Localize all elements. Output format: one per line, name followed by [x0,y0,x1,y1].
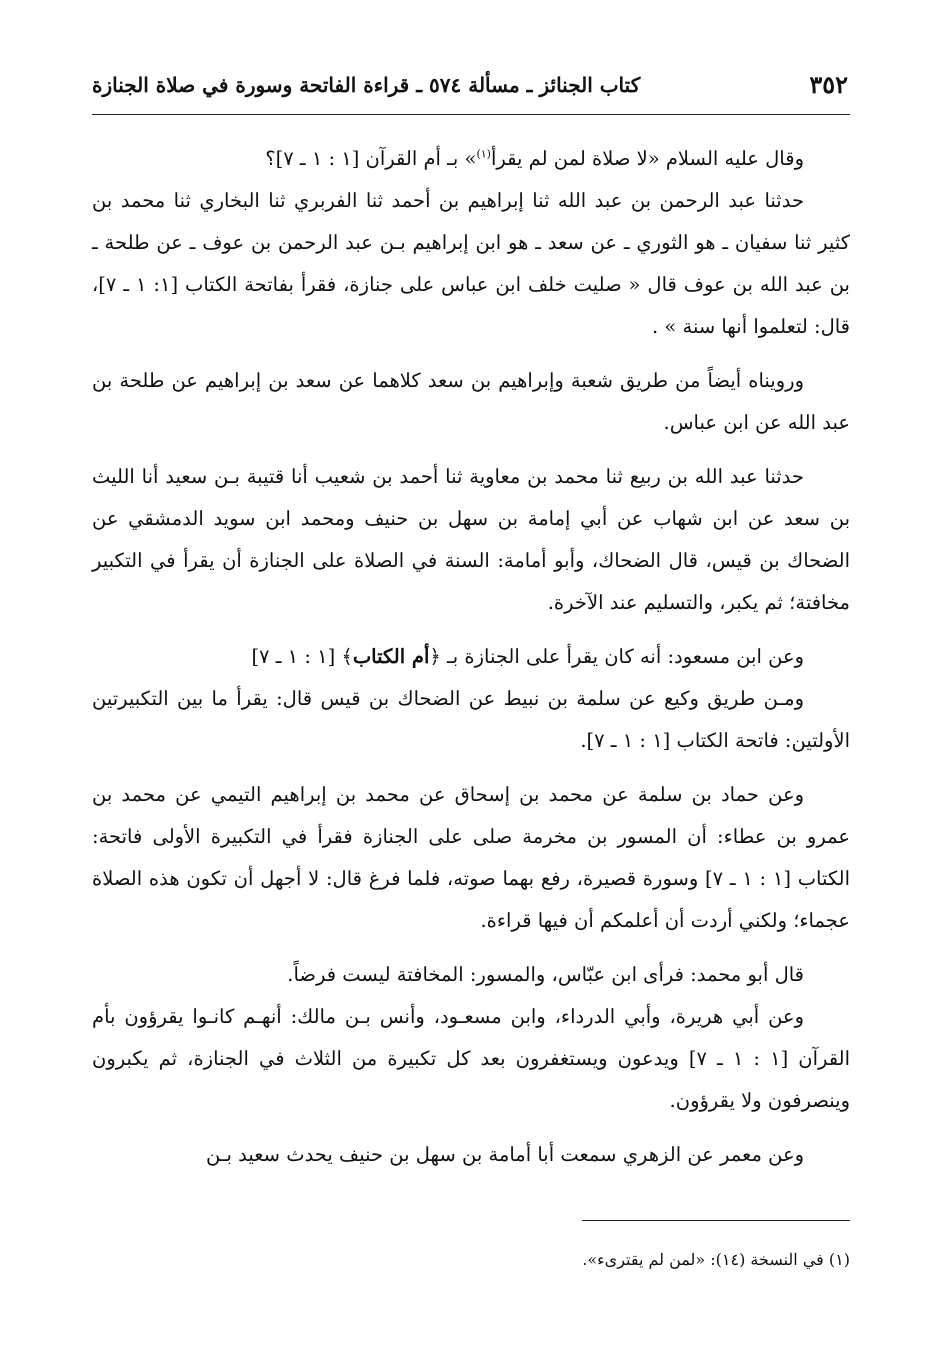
paragraph-5-before: وعن ابن مسعود: أنه كان يقرأ على الجنازة بـ ﴿ [429,645,804,668]
page-header [92,64,850,112]
paragraph-4: حدثنا عبد الله بن ربيع ثنا محمد بن معاوية ثنا أحمد بن شعيب أنا قتيبة بـن سعيد أنا الليث بن سعد عن ابن شهاب عن أبي إمامة بن سهل بن حنيف ومحمد ابن سويد الدمشقي عن الضحاك بن قيس، قال الضحاك، وأبو أمامة: السنة في الصلاة على الجنازة أن يقرأ في التكبير مخافتة؛ ثم يكبر، والتسليم عند الآخرة. [92,465,850,614]
paragraph-5-bold: أم الكتاب [352,645,430,668]
paragraph-5 [92,636,850,678]
paragraph-6: ومـن طريق وكيع عن سلمة بن نبيط عن الضحاك بن قيس قال: يقرأ ما بين التكبيرتين الأولتين: فاتحة الكتاب [١ : ١ ـ ٧]. [92,687,850,752]
footnote: (١) في النسخة (١٤): «لمن لم يقترىء». [582,1250,850,1269]
footnote-marker: (١) [476,147,491,161]
running-title: كتاب الجنائز ـ مسألة ٥٧٤ ـ قراءة الفاتحة وسورة في صلاة الجنازة [92,73,641,97]
paragraph-9: وعن أبي هريرة، وأبي الدرداء، وابن مسعـود، وأنس بـن مالك: أنهـم كانـوا يقرؤون بأم القرآن [١ : ١ ـ ٧] ويدعون ويستغفرون بعد كل تكبيرة من الثلاث في الجنازة، ثم يكبرون وينصرفون ولا يقرؤون. [92,1005,850,1112]
header-rule [92,114,850,115]
paragraph-1-after: » بـ أم القرآن [١ : ١ ـ ٧]؟ [265,147,477,170]
paragraph-7: وعن حماد بن سلمة عن محمد بن إسحاق عن محمد بن إبراهيم التيمي عن محمد بن عمرو بن عطاء: أن المسور بن مخرمة صلى على الجنازة فقرأ في التكبيرة الأولى فاتحة: الكتاب [١ : ١ ـ ٧] وسورة قصيرة، رفع بهما صوته، فلما فرغ قال: لا أجهل أن تكون هذه الصلاة عجماء؛ ولكني أردت أن أعلمكم أن فيها قراءة. [92,783,851,932]
page-body [92,138,850,1176]
paragraph-3: ورويناه أيضاً من طريق شعبة وإبراهيم بن سعد كلاهما عن سعد بن إبراهيم عن طلحة بن عبد الله عن ابن عباس. [92,369,850,434]
book-page [92,64,850,1324]
paragraph-5-after: ﴾ [١ : ١ ـ ٧] [251,645,353,668]
paragraph-1 [92,138,850,180]
paragraph-10: وعن معمر عن الزهري سمعت أبا أمامة بن سهل بن حنيف يحدث سعيد بـن [205,1143,804,1166]
paragraph-8: قال أبو محمد: فرأى ابن عبّاس، والمسور: المخافتة ليست فرضاً. [287,963,804,986]
page-number: ٣٥٢ [809,70,848,99]
paragraph-2: حدثنا عبد الرحمن بن عبد الله ثنا إبراهيم بن أحمد ثنا الفربري ثنا البخاري ثنا محمد بن كثير ثنا سفيان ـ هو الثوري ـ عن سعد ـ هو ابن إبراهيم بـن عبد الرحمن بن عوف ـ عن طلحة ـ بن عبد الله بن عوف قال « صليت خلف ابن عباس على جنازة، فقرأ بفاتحة الكتاب [١: ١ ـ ٧]، قال: لتعلموا أنها سنة » . [92,189,850,338]
footnote-rule [582,1220,850,1221]
paragraph-1-before: وقال عليه السلام «لا صلاة لمن لم يقرأ [490,147,804,170]
